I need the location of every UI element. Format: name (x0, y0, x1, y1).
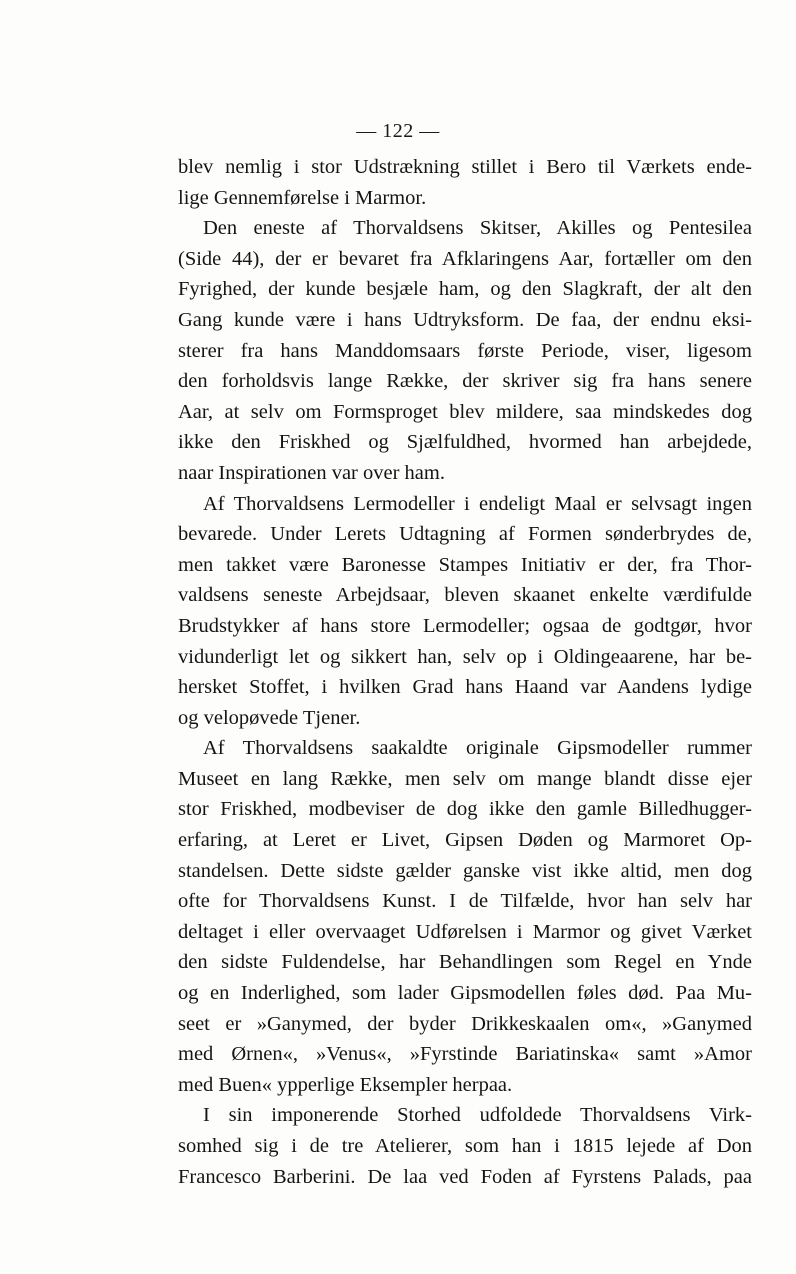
text-line: med Buen« ypperlige Eksempler herpaa. (178, 1073, 513, 1096)
text-line: sterer fra hans Manddomsaars første Periode, viser, ligesom (178, 339, 752, 362)
text-line: den forholdsvis lange Række, der skriver sig fra hans senere (178, 370, 752, 393)
body-text (178, 152, 752, 1192)
text-line: Den eneste af Thorvaldsens Skitser, Akilles og Pentesilea (203, 217, 752, 240)
text-line: Af Thorvaldsens saakaldte originale Gipsmodeller rummer (203, 737, 752, 760)
text-line: standelsen. Dette sidste gælder ganske vist ikke altid, men dog (178, 859, 752, 882)
text-line: Francesco Barberini. De laa ved Foden af Fyrstens Palads, paa (178, 1165, 752, 1188)
text-line: ofte for Thorvaldsens Kunst. I de Tilfælde, hvor han selv har (178, 890, 752, 913)
text-line: stor Friskhed, modbeviser de dog ikke den gamle Billedhugger- (178, 798, 752, 821)
text-line: bevarede. Under Lerets Udtagning af Formen sønderbrydes de, (178, 523, 752, 546)
text-line: Aar, at selv om Formsproget blev mildere, saa mindskedes dog (178, 400, 752, 423)
text-line: (Side 44), der er bevaret fra Afklaringens Aar, fortæller om den (178, 247, 752, 270)
text-line: hersket Stoffet, i hvilken Grad hans Haand var Aandens lydige (178, 676, 752, 699)
text-line: Fyrighed, der kunde besjæle ham, og den Slagkraft, der alt den (178, 278, 752, 301)
text-line: deltaget i eller overvaaget Udførelsen i Marmor og givet Værket (178, 920, 752, 943)
text-line: lige Gennemførelse i Marmor. (178, 186, 427, 209)
text-line: Brudstykker af hans store Lermodeller; ogsaa de godtgør, hvor (178, 614, 752, 637)
text-line: og en Inderlighed, som lader Gipsmodellen føles død. Paa Mu- (178, 982, 752, 1005)
text-line: blev nemlig i stor Udstrækning stillet i Bero til Værkets ende- (178, 156, 752, 178)
text-line: ikke den Friskhed og Sjælfuldhed, hvormed han arbejdede, (178, 431, 752, 454)
text-line: Museet en lang Række, men selv om mange blandt disse ejer (178, 767, 752, 790)
text-line: somhed sig i de tre Atelierer, som han i 1815 lejede af Don (178, 1135, 752, 1157)
text-line: og velopøvede Tjener. (178, 706, 361, 729)
text-line: den sidste Fuldendelse, har Behandlingen som Regel en Ynde (178, 951, 752, 974)
text-line: vidunderligt let og sikkert han, selv op i Oldingeaarene, har be- (178, 645, 752, 668)
text-line: valdsens seneste Arbejdsaar, bleven skaanet enkelte værdifulde (178, 584, 752, 607)
text-line: Gang kunde være i hans Udtryksform. De faa, der endnu eksi- (178, 308, 752, 331)
text-line: men takket være Baronesse Stampes Initiativ er der, fra Thor- (178, 553, 752, 576)
text-line: Af Thorvaldsens Lermodeller i endeligt Maal er selvsagt ingen (203, 492, 752, 515)
text-line: I sin imponerende Storhed udfoldede Thorvaldsens Virk- (203, 1104, 752, 1127)
text-line: naar Inspirationen var over ham. (178, 461, 445, 484)
text-line: med Ørnen«, »Venus«, »Fyrstinde Bariatinska« samt »Amor (178, 1043, 752, 1066)
page-number: — 122 — (356, 120, 440, 142)
text-line: seet er »Ganymed, der byder Drikkeskaalen om«, »Ganymed (178, 1012, 752, 1035)
text-line: erfaring, at Leret er Livet, Gipsen Døden og Marmoret Op- (178, 829, 752, 852)
